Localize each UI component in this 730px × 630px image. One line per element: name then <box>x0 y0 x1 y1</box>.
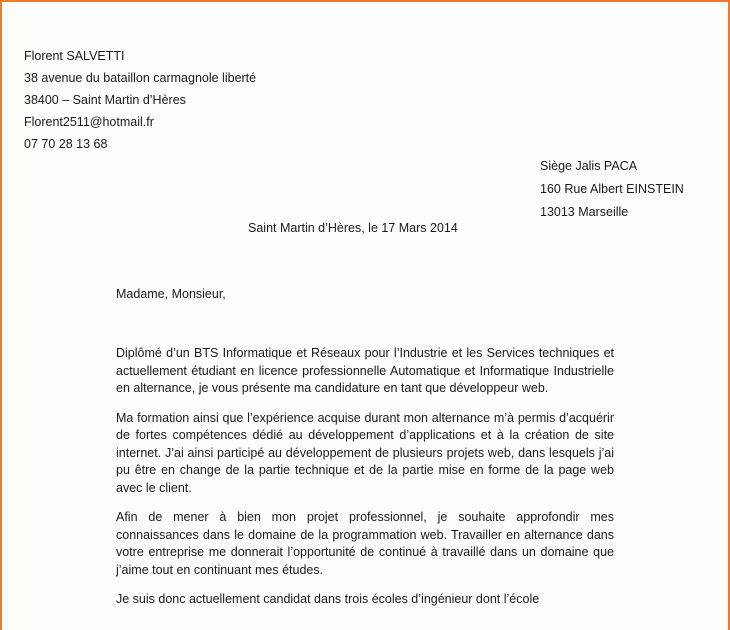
body-paragraph: Diplômé d’un BTS Informatique et Réseaux pour l’Industrie et les Services techniques et actuellement étudiant en licence professionnelle Automatique et Informatique Industrielle en alternance, je vous présente ma candidature en tant que développeur web. <box>116 346 614 395</box>
recipient-street: 160 Rue Albert EINSTEIN <box>540 182 684 196</box>
salutation: Madame, Monsieur, <box>116 287 226 301</box>
recipient-address-block <box>540 155 684 224</box>
sender-street: 38 avenue du bataillon carmagnole liberté <box>24 71 257 85</box>
body-paragraph: Ma formation ainsi que l’expérience acquise durant mon alternance m’à permis d’acquérir de fortes compétences dédié au développement d’applications et à la création de site internet. J’ai ainsi participé au développement de plusieurs projets web, dans lesquels j’ai pu être en change de la partie technique et de la partie mise en forme de la page web avec le client. <box>116 410 614 495</box>
sender-city: 38400 – Saint Martin d’Hères <box>24 93 186 107</box>
body-paragraph: Je suis donc actuellement candidat dans trois écoles d’ingénieur dont l’école <box>116 592 540 606</box>
body-paragraph: Afin de mener à bien mon projet professionnel, je souhaite approfondir mes connaissances dans le domaine de la programmation web. Travailler en alternance dans votre entreprise me donnerait l’opportunité de continué à travaillé dans un domaine que j’aime tout en continuant mes études. <box>116 510 614 577</box>
sender-name: Florent SALVETTI <box>24 49 125 63</box>
sender-phone: 07 70 28 13 68 <box>24 137 108 151</box>
place-and-date: Saint Martin d’Hères, le 17 Mars 2014 <box>248 221 458 235</box>
recipient-city: 13013 Marseille <box>540 205 629 219</box>
sender-address-block <box>24 45 256 155</box>
recipient-name: Siège Jalis PACA <box>540 159 638 173</box>
letter-body <box>116 345 614 621</box>
sender-email: Florent2511@hotmail.fr <box>24 115 154 129</box>
